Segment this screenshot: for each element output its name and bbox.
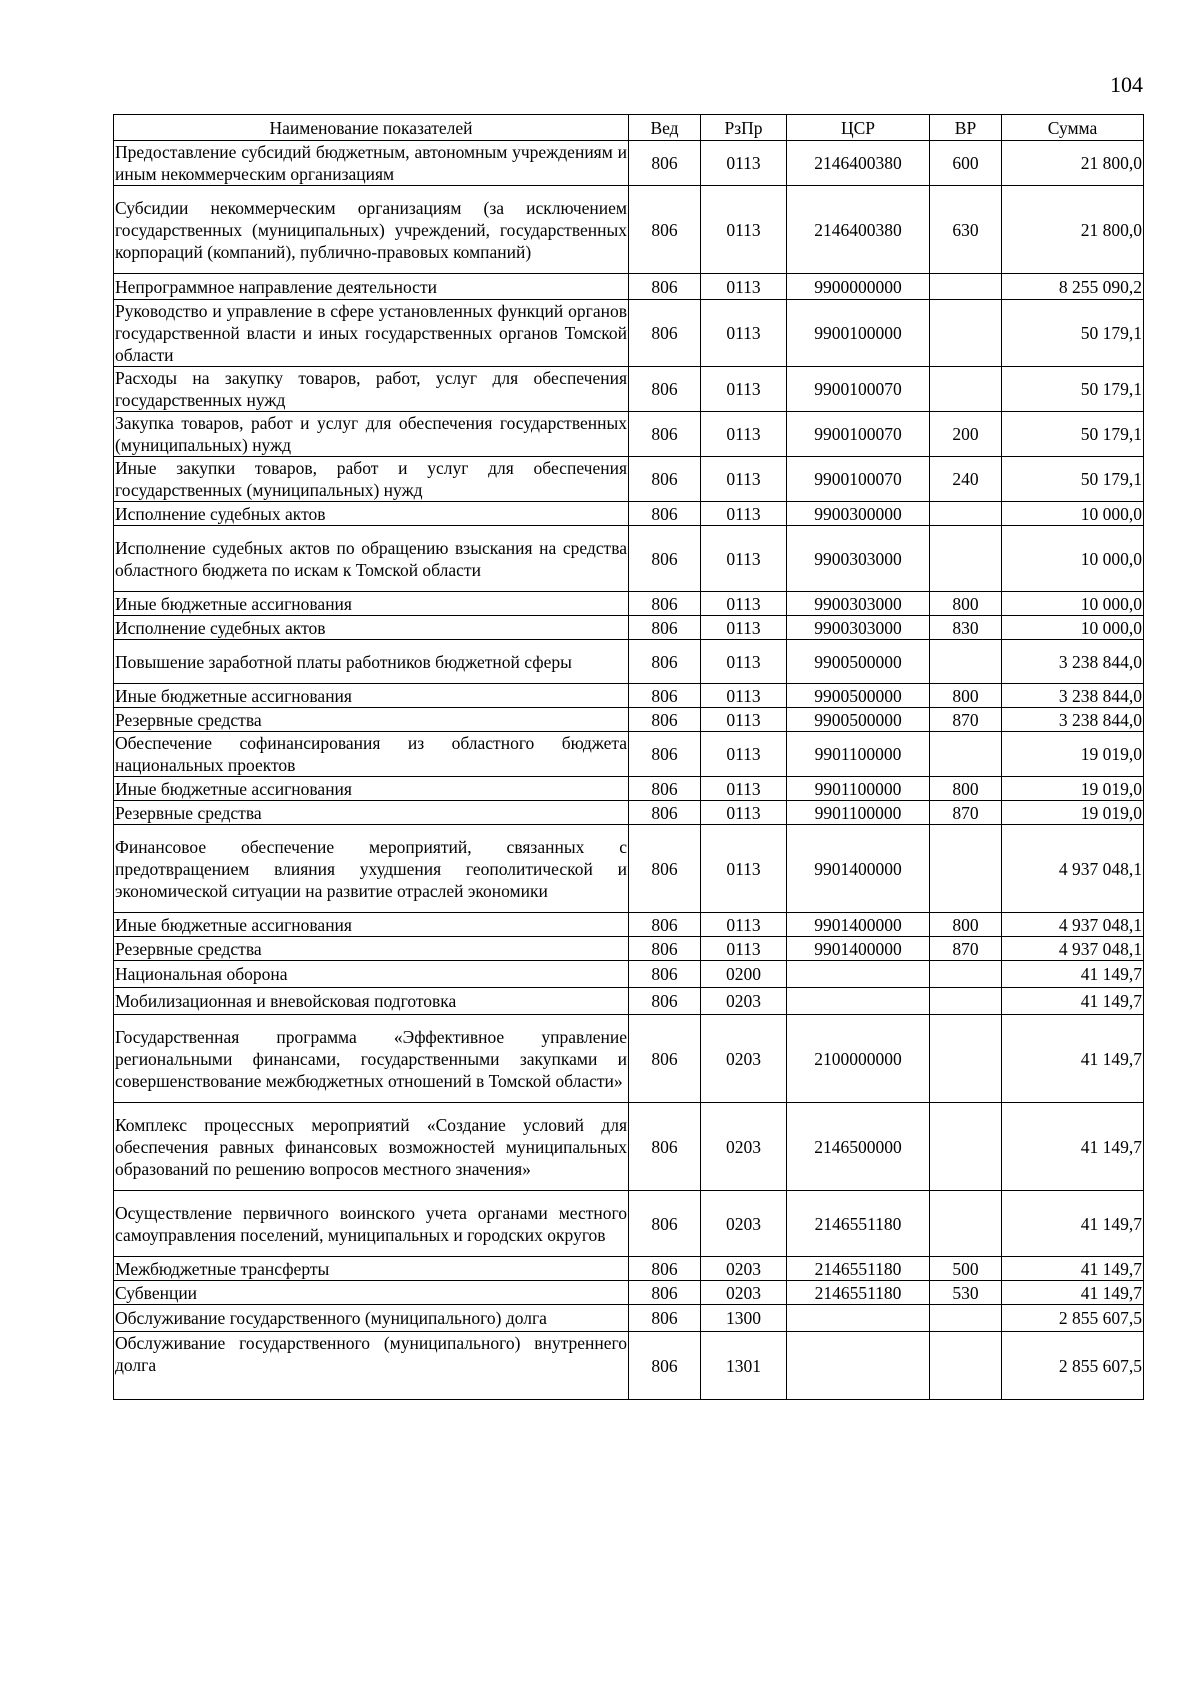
- row-sum: 21 800,0: [1002, 141, 1144, 186]
- row-vr: [930, 1015, 1002, 1103]
- table-row: [114, 708, 1144, 732]
- table-row: [114, 937, 1144, 961]
- table-row: [114, 274, 1144, 300]
- row-vr: 240: [930, 457, 1002, 502]
- row-ved: 806: [629, 274, 701, 300]
- table-row: [114, 640, 1144, 684]
- row-sum: 8 255 090,2: [1002, 274, 1144, 300]
- row-ved: 806: [629, 1305, 701, 1332]
- row-sum: 10 000,0: [1002, 526, 1144, 592]
- row-csr: 9900303000: [787, 592, 930, 616]
- row-rzpr: 0113: [701, 913, 787, 937]
- row-sum: 50 179,1: [1002, 367, 1144, 412]
- row-ved: 806: [629, 412, 701, 457]
- row-name: Осуществление первичного воинского учета органами местного самоуправления поселений, муниципальных и городских округов: [114, 1191, 629, 1257]
- row-sum: 10 000,0: [1002, 592, 1144, 616]
- row-csr: 9901100000: [787, 732, 930, 777]
- table-row: [114, 367, 1144, 412]
- row-rzpr: 0113: [701, 592, 787, 616]
- row-rzpr: 0113: [701, 777, 787, 801]
- row-ved: 806: [629, 526, 701, 592]
- row-sum: 41 149,7: [1002, 1015, 1144, 1103]
- row-vr: [930, 526, 1002, 592]
- row-rzpr: 0203: [701, 1281, 787, 1305]
- row-csr: 9901400000: [787, 825, 930, 913]
- row-sum: 41 149,7: [1002, 1257, 1144, 1281]
- row-csr: 9900303000: [787, 526, 930, 592]
- row-sum: 4 937 048,1: [1002, 913, 1144, 937]
- row-csr: 2146551180: [787, 1281, 930, 1305]
- row-rzpr: 0203: [701, 1257, 787, 1281]
- row-ved: 806: [629, 913, 701, 937]
- row-rzpr: 0203: [701, 988, 787, 1015]
- row-csr: 9900500000: [787, 708, 930, 732]
- row-rzpr: 0203: [701, 1015, 787, 1103]
- row-ved: 806: [629, 1191, 701, 1257]
- row-vr: 800: [930, 592, 1002, 616]
- row-sum: 4 937 048,1: [1002, 825, 1144, 913]
- row-ved: 806: [629, 708, 701, 732]
- row-sum: 50 179,1: [1002, 300, 1144, 367]
- row-sum: 41 149,7: [1002, 1281, 1144, 1305]
- row-rzpr: 0113: [701, 141, 787, 186]
- row-csr: 9900100070: [787, 457, 930, 502]
- row-csr: 2146400380: [787, 141, 930, 186]
- row-csr: 9900100000: [787, 300, 930, 367]
- header-ved: Вед: [629, 115, 701, 141]
- row-rzpr: 0113: [701, 684, 787, 708]
- row-vr: 500: [930, 1257, 1002, 1281]
- row-name: Национальная оборона: [114, 961, 629, 988]
- row-rzpr: 1301: [701, 1332, 787, 1400]
- row-rzpr: 0113: [701, 300, 787, 367]
- row-vr: [930, 274, 1002, 300]
- row-ved: 806: [629, 961, 701, 988]
- row-rzpr: 0113: [701, 825, 787, 913]
- row-name: Субсидии некоммерческим организациям (за исключением государственных (муниципальных) учреждений, государственных корпораций (компаний), публично-правовых компаний): [114, 186, 629, 274]
- row-rzpr: 1300: [701, 1305, 787, 1332]
- row-csr: 9900303000: [787, 616, 930, 640]
- header-rzpr: РзПр: [701, 115, 787, 141]
- header-vr: ВР: [930, 115, 1002, 141]
- row-sum: 2 855 607,5: [1002, 1305, 1144, 1332]
- table-row: [114, 732, 1144, 777]
- table-row: [114, 526, 1144, 592]
- row-vr: [930, 640, 1002, 684]
- row-ved: 806: [629, 616, 701, 640]
- table-row: [114, 616, 1144, 640]
- row-name: Государственная программа «Эффективное управление региональными финансами, государственными закупками и совершенствование межбюджетных отношений в Томской области»: [114, 1015, 629, 1103]
- row-vr: 800: [930, 684, 1002, 708]
- row-name: Руководство и управление в сфере установленных функций органов государственной власти и иных государственных органов Томской области: [115, 301, 627, 365]
- row-ved: 806: [629, 186, 701, 274]
- row-name: Закупка товаров, работ и услуг для обеспечения государственных (муниципальных) нужд: [115, 413, 627, 455]
- row-name: Резервные средства: [114, 708, 629, 732]
- budget-table: [113, 114, 1144, 1400]
- row-ved: 806: [629, 777, 701, 801]
- row-csr: 9901100000: [787, 801, 930, 825]
- row-csr: [787, 961, 930, 988]
- row-sum: 19 019,0: [1002, 732, 1144, 777]
- table-row: [114, 186, 1144, 274]
- table-body: [114, 141, 1144, 1400]
- row-name: Непрограммное направление деятельности: [114, 274, 629, 300]
- row-sum: 21 800,0: [1002, 186, 1144, 274]
- row-name: Исполнение судебных актов: [114, 616, 629, 640]
- table-row: [114, 684, 1144, 708]
- row-vr: [930, 825, 1002, 913]
- row-csr: [787, 1332, 930, 1400]
- row-vr: [930, 1191, 1002, 1257]
- row-name: Иные закупки товаров, работ и услуг для обеспечения государственных (муниципальных) нужд: [115, 458, 627, 500]
- row-ved: 806: [629, 367, 701, 412]
- row-csr: 2146500000: [787, 1103, 930, 1191]
- row-ved: 806: [629, 825, 701, 913]
- row-sum: 41 149,7: [1002, 988, 1144, 1015]
- row-name: Иные бюджетные ассигнования: [114, 777, 629, 801]
- row-name: Исполнение судебных актов по обращению взыскания на средства областного бюджета по искам к Томской области: [114, 526, 629, 592]
- row-csr: [787, 1305, 930, 1332]
- row-vr: 870: [930, 708, 1002, 732]
- table-row: [114, 1332, 1144, 1400]
- row-rzpr: 0203: [701, 1191, 787, 1257]
- row-name: Резервные средства: [114, 801, 629, 825]
- row-csr: 2146551180: [787, 1191, 930, 1257]
- row-csr: 9901400000: [787, 913, 930, 937]
- row-sum: 19 019,0: [1002, 801, 1144, 825]
- row-name: Расходы на закупку товаров, работ, услуг для обеспечения государственных нужд: [115, 368, 627, 410]
- row-ved: 806: [629, 300, 701, 367]
- row-ved: 806: [629, 1015, 701, 1103]
- row-vr: 800: [930, 777, 1002, 801]
- row-name: Предоставление субсидий бюджетным, автономным учреждениям и иным некоммерческим организациям: [115, 142, 627, 184]
- row-csr: 9900500000: [787, 640, 930, 684]
- row-ved: 806: [629, 502, 701, 526]
- row-rzpr: 0113: [701, 732, 787, 777]
- row-ved: 806: [629, 640, 701, 684]
- row-rzpr: 0113: [701, 937, 787, 961]
- row-csr: 9900100070: [787, 367, 930, 412]
- row-sum: 10 000,0: [1002, 502, 1144, 526]
- row-csr: 9900500000: [787, 684, 930, 708]
- row-name: Иные бюджетные ассигнования: [114, 684, 629, 708]
- table-row: [114, 1305, 1144, 1332]
- table-row: [114, 592, 1144, 616]
- row-csr: 2146400380: [787, 186, 930, 274]
- table-row: [114, 777, 1144, 801]
- table-row: [114, 825, 1144, 913]
- row-vr: [930, 1103, 1002, 1191]
- row-ved: 806: [629, 1281, 701, 1305]
- table-row: [114, 988, 1144, 1015]
- row-ved: 806: [629, 141, 701, 186]
- table-row: [114, 1015, 1144, 1103]
- table-row: [114, 1281, 1144, 1305]
- row-rzpr: 0200: [701, 961, 787, 988]
- row-vr: [930, 502, 1002, 526]
- row-vr: [930, 961, 1002, 988]
- row-rzpr: 0113: [701, 274, 787, 300]
- row-sum: 3 238 844,0: [1002, 708, 1144, 732]
- header-sum: Сумма: [1002, 115, 1144, 141]
- row-ved: 806: [629, 1332, 701, 1400]
- row-sum: 10 000,0: [1002, 616, 1144, 640]
- row-rzpr: 0113: [701, 367, 787, 412]
- row-rzpr: 0113: [701, 801, 787, 825]
- row-rzpr: 0113: [701, 526, 787, 592]
- table-row: [114, 1191, 1144, 1257]
- row-csr: 9900000000: [787, 274, 930, 300]
- table-row: [114, 502, 1144, 526]
- row-ved: 806: [629, 1103, 701, 1191]
- row-sum: 2 855 607,5: [1002, 1332, 1144, 1400]
- row-name: Резервные средства: [114, 937, 629, 961]
- row-csr: 9900100070: [787, 412, 930, 457]
- row-rzpr: 0113: [701, 457, 787, 502]
- row-ved: 806: [629, 732, 701, 777]
- row-sum: 41 149,7: [1002, 1103, 1144, 1191]
- row-vr: 870: [930, 937, 1002, 961]
- row-csr: 2146551180: [787, 1257, 930, 1281]
- row-vr: 630: [930, 186, 1002, 274]
- row-name: Межбюджетные трансферты: [114, 1257, 629, 1281]
- row-name: Иные бюджетные ассигнования: [114, 913, 629, 937]
- row-sum: 19 019,0: [1002, 777, 1144, 801]
- table-row: [114, 300, 1144, 367]
- row-sum: 50 179,1: [1002, 412, 1144, 457]
- row-rzpr: 0113: [701, 412, 787, 457]
- table-row: [114, 457, 1144, 502]
- table-row: [114, 1103, 1144, 1191]
- row-sum: 3 238 844,0: [1002, 684, 1144, 708]
- table-row: [114, 913, 1144, 937]
- row-rzpr: 0113: [701, 502, 787, 526]
- row-name: Обслуживание государственного (муниципального) внутреннего долга: [114, 1332, 629, 1400]
- row-vr: [930, 732, 1002, 777]
- row-ved: 806: [629, 937, 701, 961]
- row-rzpr: 0113: [701, 708, 787, 732]
- row-name: Финансовое обеспечение мероприятий, связанных с предотвращением влияния ухудшения геополитической и экономической ситуации на развитие отраслей экономики: [114, 825, 629, 913]
- row-csr: 9901400000: [787, 937, 930, 961]
- row-rzpr: 0113: [701, 186, 787, 274]
- row-ved: 806: [629, 592, 701, 616]
- row-sum: 50 179,1: [1002, 457, 1144, 502]
- row-vr: [930, 988, 1002, 1015]
- table-row: [114, 141, 1144, 186]
- row-rzpr: 0113: [701, 616, 787, 640]
- page-number: 104: [1110, 72, 1143, 97]
- row-sum: 3 238 844,0: [1002, 640, 1144, 684]
- table-header-row: [114, 115, 1144, 141]
- row-vr: 200: [930, 412, 1002, 457]
- row-sum: 4 937 048,1: [1002, 937, 1144, 961]
- row-vr: [930, 300, 1002, 367]
- row-ved: 806: [629, 988, 701, 1015]
- row-rzpr: 0203: [701, 1103, 787, 1191]
- header-name: Наименование показателей: [114, 115, 629, 141]
- table-row: [114, 801, 1144, 825]
- table-row: [114, 961, 1144, 988]
- row-csr: 2100000000: [787, 1015, 930, 1103]
- row-name: Исполнение судебных актов: [114, 502, 629, 526]
- row-vr: 870: [930, 801, 1002, 825]
- row-name: Мобилизационная и вневойсковая подготовка: [114, 988, 629, 1015]
- row-vr: 600: [930, 141, 1002, 186]
- row-ved: 806: [629, 1257, 701, 1281]
- row-name: Иные бюджетные ассигнования: [114, 592, 629, 616]
- row-name: Повышение заработной платы работников бюджетной сферы: [114, 640, 629, 684]
- row-ved: 806: [629, 801, 701, 825]
- header-csr: ЦСР: [787, 115, 930, 141]
- row-csr: 9901100000: [787, 777, 930, 801]
- row-vr: [930, 1332, 1002, 1400]
- row-ved: 806: [629, 684, 701, 708]
- row-name: Субвенции: [114, 1281, 629, 1305]
- row-ved: 806: [629, 457, 701, 502]
- table-row: [114, 1257, 1144, 1281]
- row-csr: [787, 988, 930, 1015]
- row-sum: 41 149,7: [1002, 961, 1144, 988]
- row-vr: 530: [930, 1281, 1002, 1305]
- row-vr: [930, 367, 1002, 412]
- row-vr: 800: [930, 913, 1002, 937]
- table-row: [114, 412, 1144, 457]
- row-csr: 9900300000: [787, 502, 930, 526]
- row-name: Обслуживание государственного (муниципального) долга: [114, 1305, 629, 1332]
- row-rzpr: 0113: [701, 640, 787, 684]
- row-name: Обеспечение софинансирования из областного бюджета национальных проектов: [115, 733, 627, 775]
- row-vr: 830: [930, 616, 1002, 640]
- row-vr: [930, 1305, 1002, 1332]
- row-name: Комплекс процессных мероприятий «Создание условий для обеспечения равных финансовых возможностей муниципальных образований по решению вопросов местного значения»: [114, 1103, 629, 1191]
- row-sum: 41 149,7: [1002, 1191, 1144, 1257]
